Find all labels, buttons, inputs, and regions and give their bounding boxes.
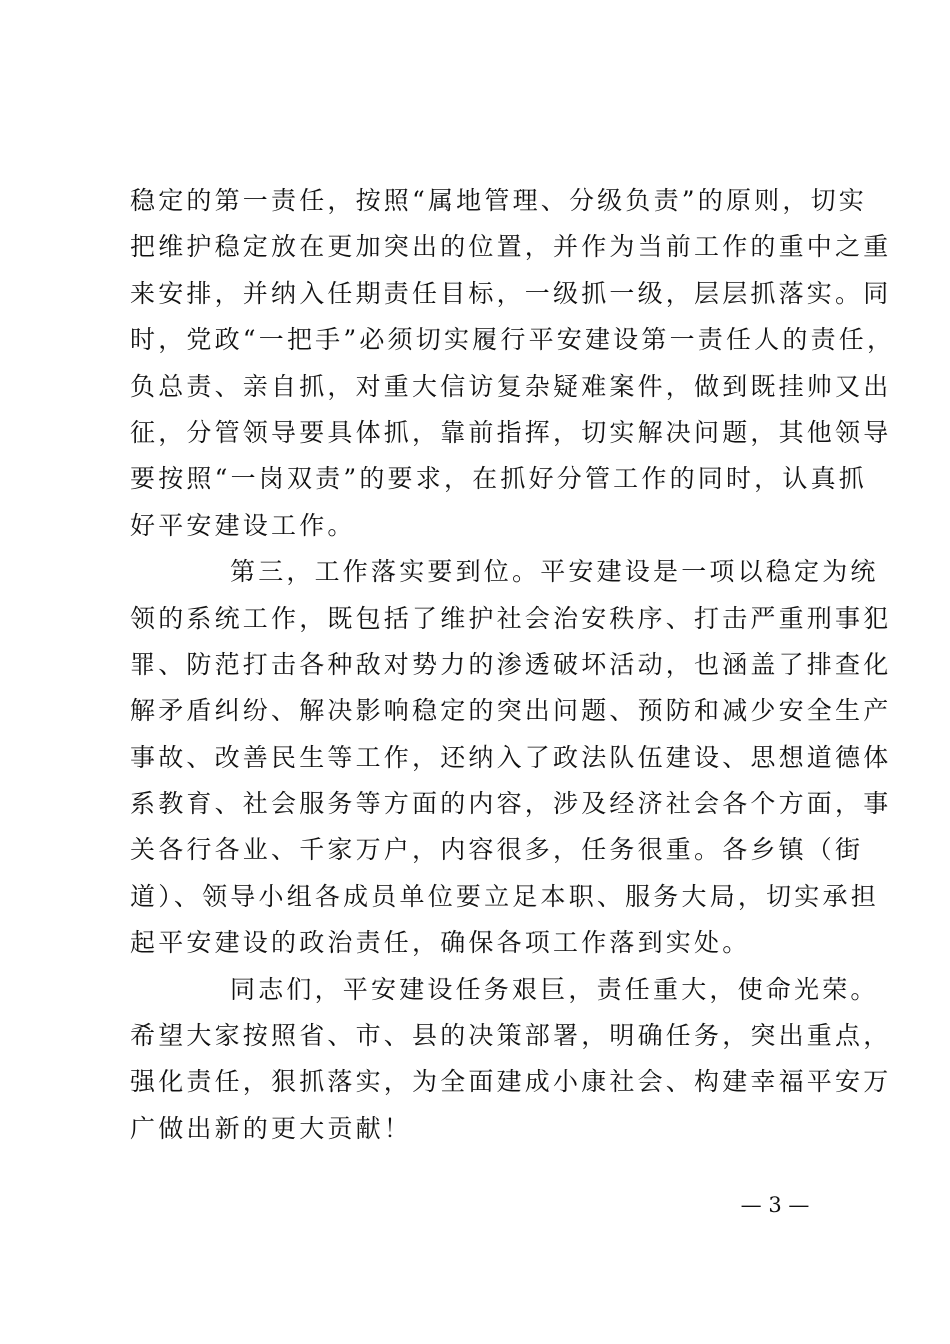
text-line: 时，党政“一把手”必须切实履行平安建设第一责任人的责任， [130,325,896,355]
page-number: — 3 — [740,1193,810,1217]
text-line: 领的系统工作，既包括了维护社会治安秩序、打击严重刑事犯 [130,603,892,633]
text-line: 关各行各业、千家万户，内容很多，任务很重。各乡镇（街 [130,835,864,865]
text-line: 广做出新的更大贡献！ [130,1113,413,1143]
text-line: 事故、改善民生等工作，还纳入了政法队伍建设、思想道德体 [130,742,892,772]
text-line: 要按照“一岗双责”的要求，在抓好分管工作的同时，认真抓 [130,464,867,494]
text-line: 强化责任，狠抓落实，为全面建成小康社会、构建幸福平安万 [130,1067,892,1097]
text-line: 好平安建设工作。 [130,510,356,540]
text-line: 征，分管领导要具体抓，靠前指挥，切实解决问题，其他领导 [130,417,892,447]
paragraph-start-line: 第三，工作落实要到位。平安建设是一项以稳定为统 [230,557,879,587]
text-line: 罪、防范打击各种敌对势力的渗透破坏活动，也涵盖了排查化 [130,649,892,679]
text-line: 道）、领导小组各成员单位要立足本职、服务大局，切实承担 [130,881,879,911]
text-line: 解矛盾纠纷、解决影响稳定的突出问题、预防和减少安全生产 [130,696,892,726]
text-line: 希望大家按照省、市、县的决策部署，明确任务，突出重点， [130,1021,892,1051]
text-line: 系教育、社会服务等方面的内容，涉及经济社会各个方面，事 [130,789,892,819]
paragraph-start-line: 同志们，平安建设任务艰巨，责任重大，使命光荣。 [230,974,879,1004]
text-line: 来安排，并纳入任期责任目标，一级抓一级，层层抓落实。同 [130,278,892,308]
text-line: 把维护稳定放在更加突出的位置，并作为当前工作的重中之重 [130,232,892,262]
body-text [130,178,896,1152]
text-line: 起平安建设的政治责任，确保各项工作落到实处。 [130,928,751,958]
text-line: 稳定的第一责任，按照“属地管理、分级负责”的原则，切实 [130,186,867,215]
text-line: 负总责、亲自抓，对重大信访复杂疑难案件，做到既挂帅又出 [130,371,892,401]
